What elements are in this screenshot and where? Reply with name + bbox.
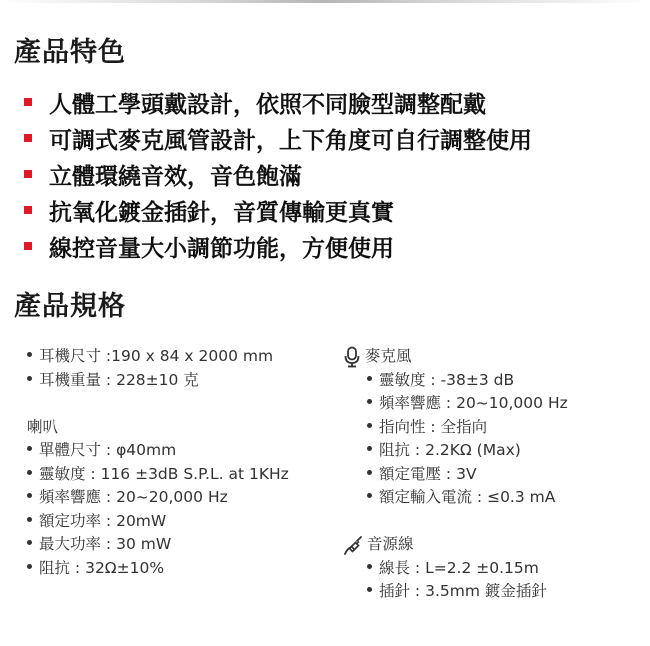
red-square-bullet-icon xyxy=(24,242,32,250)
cable-heading-row xyxy=(343,533,568,557)
speaker-heading: 喇叭 xyxy=(27,417,59,436)
bullet-dot-icon xyxy=(27,376,32,381)
headphone-spec-list xyxy=(27,345,289,392)
bullet-dot-icon xyxy=(367,493,372,498)
spacer xyxy=(27,392,289,416)
spec-item xyxy=(27,486,289,510)
bullet-dot-icon xyxy=(367,399,372,404)
bullet-dot-icon xyxy=(367,423,372,428)
spacer xyxy=(343,510,568,534)
spec-item xyxy=(27,463,289,487)
bullet-dot-icon xyxy=(367,587,372,592)
specs-title: 產品規格 xyxy=(14,291,126,322)
spec-text: 額定輸入電流 : ≤0.3 mA xyxy=(379,488,556,506)
spec-text: 最大功率 : 30 mW xyxy=(39,535,172,553)
speaker-spec-list xyxy=(27,439,289,580)
feature-item xyxy=(24,228,532,264)
spec-text: 線長 : L=2.2 ±0.15m xyxy=(379,558,539,577)
spec-text: 靈敏度 : 116 ±3dB S.P.L. at 1KHz xyxy=(39,464,289,483)
microphone-spec-list xyxy=(343,369,568,510)
bullet-dot-icon xyxy=(27,352,32,357)
spec-text: 單體尺寸 : φ40mm xyxy=(39,441,177,459)
spec-item xyxy=(27,557,289,581)
cable-spec-list xyxy=(343,557,568,604)
bullet-dot-icon xyxy=(27,493,32,498)
top-divider xyxy=(0,0,650,3)
feature-text: 人體工學頭戴設計，依照不同臉型調整配戴 xyxy=(49,91,486,118)
cable-heading: 音源線 xyxy=(367,535,414,553)
features-list xyxy=(24,84,532,264)
microphone-heading-row xyxy=(343,345,568,369)
feature-text: 立體環繞音效，音色飽滿 xyxy=(49,163,302,190)
bullet-dot-icon xyxy=(27,446,32,451)
spec-item xyxy=(367,557,568,581)
spec-item xyxy=(367,439,568,463)
bullet-dot-icon xyxy=(27,470,32,475)
red-square-bullet-icon xyxy=(24,170,32,178)
spec-item xyxy=(367,416,568,440)
feature-item xyxy=(24,84,532,120)
spec-item xyxy=(27,439,289,463)
red-square-bullet-icon xyxy=(24,134,32,142)
feature-item xyxy=(24,120,532,156)
spec-item xyxy=(27,345,289,369)
microphone-icon xyxy=(343,346,361,368)
spec-item xyxy=(27,533,289,557)
bullet-dot-icon xyxy=(367,470,372,475)
spec-text: 頻率響應 : 20~10,000 Hz xyxy=(379,394,568,412)
red-square-bullet-icon xyxy=(24,206,32,214)
spec-text: 阻抗 : 32Ω±10% xyxy=(39,558,165,577)
bullet-dot-icon xyxy=(367,376,372,381)
bullet-dot-icon xyxy=(27,564,32,569)
feature-item xyxy=(24,156,532,192)
cable-plug-icon xyxy=(343,535,363,555)
bullet-dot-icon xyxy=(367,446,372,451)
spec-text: 額定電壓 : 3V xyxy=(379,464,477,483)
spec-text: 阻抗 : 2.2KΩ (Max) xyxy=(379,441,521,459)
spec-item xyxy=(367,463,568,487)
spec-text: 額定功率 : 20mW xyxy=(39,511,167,530)
spec-item xyxy=(27,369,289,393)
spec-item xyxy=(367,392,568,416)
feature-text: 抗氧化鍍金插針，音質傳輸更真實 xyxy=(49,199,394,226)
spec-text: 頻率響應 : 20~20,000 Hz xyxy=(39,488,228,506)
features-title: 產品特色 xyxy=(14,37,126,68)
feature-text: 可調式麥克風管設計，上下角度可自行調整使用 xyxy=(49,127,532,154)
spec-item xyxy=(367,369,568,393)
specs-left-column xyxy=(27,345,289,580)
feature-text: 線控音量大小調節功能，方便使用 xyxy=(49,235,394,262)
spec-item xyxy=(367,486,568,510)
bullet-dot-icon xyxy=(27,540,32,545)
spec-item xyxy=(27,510,289,534)
spec-text: 靈敏度 : -38±3 dB xyxy=(379,370,515,389)
bullet-dot-icon xyxy=(367,564,372,569)
red-square-bullet-icon xyxy=(24,98,32,106)
feature-item xyxy=(24,192,532,228)
spec-item xyxy=(367,580,568,604)
spec-text: 耳機尺寸 :190 x 84 x 2000 mm xyxy=(39,347,274,365)
specs-right-column xyxy=(343,345,568,604)
spec-text: 耳機重量 : 228±10 克 xyxy=(39,370,199,389)
bullet-dot-icon xyxy=(27,517,32,522)
spec-text: 指向性 : 全指向 xyxy=(379,417,488,436)
spec-text: 插針 : 3.5mm 鍍金插針 xyxy=(379,582,547,600)
microphone-heading: 麥克風 xyxy=(365,347,412,365)
